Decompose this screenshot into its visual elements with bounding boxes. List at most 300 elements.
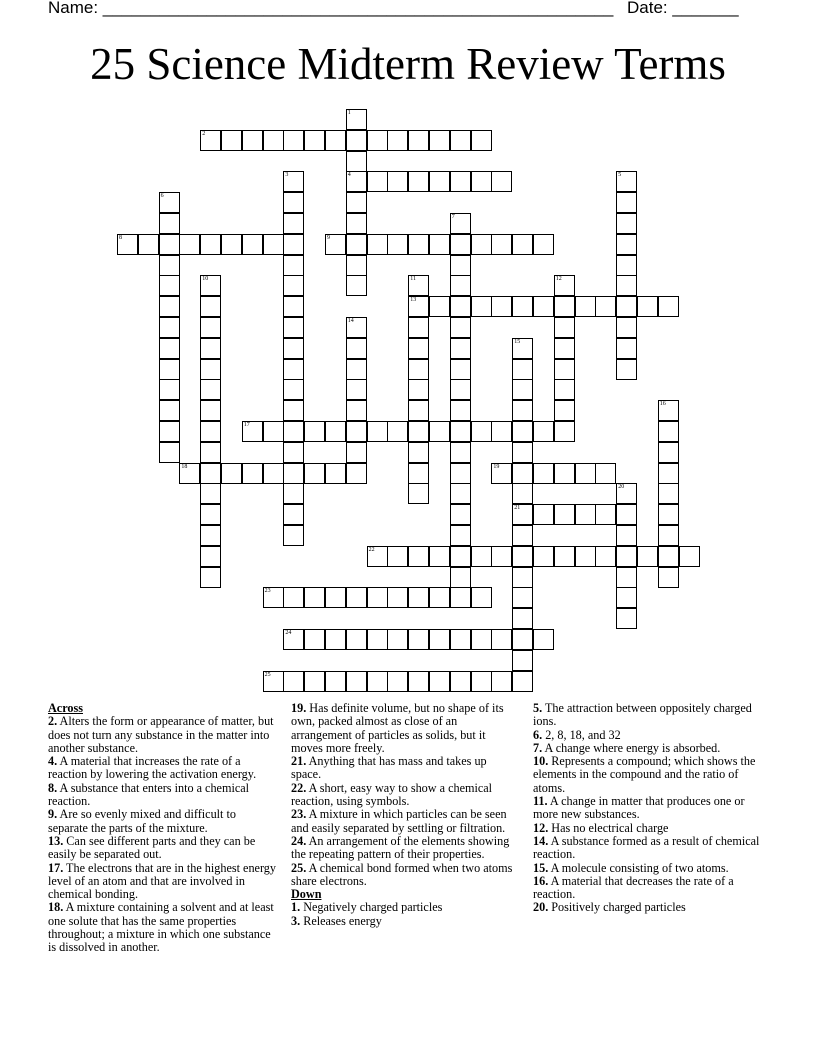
clue-down-16: 16. A material that decreases the rate of a reaction. [533, 873, 734, 902]
grid-cell[interactable] [450, 234, 471, 255]
grid-cell[interactable] [408, 400, 429, 421]
grid-cell[interactable] [616, 213, 637, 234]
grid-cell[interactable] [387, 421, 408, 442]
grid-cell[interactable] [325, 421, 346, 442]
grid-cell[interactable] [346, 587, 367, 608]
grid-cell[interactable] [387, 171, 408, 192]
grid-cell[interactable] [658, 421, 679, 442]
grid-cell[interactable] [471, 171, 492, 192]
grid-cell[interactable] [346, 171, 367, 192]
grid-cell[interactable] [658, 504, 679, 525]
grid-cell[interactable] [283, 442, 304, 463]
grid-cell[interactable] [283, 255, 304, 276]
grid-cell[interactable] [575, 463, 596, 484]
grid-cell[interactable] [408, 171, 429, 192]
grid-cell[interactable] [283, 338, 304, 359]
grid-cell[interactable] [346, 151, 367, 172]
grid-cell[interactable] [512, 400, 533, 421]
grid-cell[interactable] [408, 483, 429, 504]
grid-cell[interactable] [283, 421, 304, 442]
grid-cell[interactable] [512, 671, 533, 692]
clue-number: 7 [451, 214, 455, 220]
grid-cell[interactable] [658, 525, 679, 546]
grid-cell[interactable] [658, 483, 679, 504]
grid-cell[interactable] [658, 400, 679, 421]
grid-cell[interactable] [471, 130, 492, 151]
grid-cell[interactable] [325, 130, 346, 151]
grid-cell[interactable] [616, 483, 637, 504]
grid-cell[interactable] [512, 567, 533, 588]
grid-cell[interactable] [179, 234, 200, 255]
grid-cell[interactable] [304, 671, 325, 692]
clue-down-6: 6. 2, 8, 18, and 32 [533, 727, 621, 742]
grid-cell[interactable] [491, 546, 512, 567]
clue-number: 9 [327, 234, 330, 241]
clues-column-1 [48, 702, 278, 955]
grid-cell[interactable] [283, 400, 304, 421]
grid-cell[interactable] [179, 463, 200, 484]
grid-cell[interactable] [346, 379, 367, 400]
grid-cell[interactable] [533, 504, 554, 525]
grid-cell[interactable] [658, 463, 679, 484]
clue-across-2: 2. Alters the form or appearance of matter, but does not turn any substance in the matter into another substance. [48, 714, 274, 755]
grid-cell[interactable] [637, 546, 658, 567]
grid-cell[interactable] [450, 213, 471, 234]
grid-cell[interactable] [450, 421, 471, 442]
grid-cell[interactable] [658, 546, 679, 567]
grid-cell[interactable] [512, 379, 533, 400]
grid-cell[interactable] [450, 504, 471, 525]
grid-cell[interactable] [200, 317, 221, 338]
grid-cell[interactable] [554, 463, 575, 484]
grid-cell[interactable] [408, 587, 429, 608]
grid-cell[interactable] [408, 359, 429, 380]
grid-cell[interactable] [242, 463, 263, 484]
grid-cell[interactable] [616, 338, 637, 359]
grid-cell[interactable] [159, 400, 180, 421]
grid-cell[interactable] [346, 130, 367, 151]
grid-cell[interactable] [346, 463, 367, 484]
clue-number: 1 [347, 110, 351, 116]
grid-cell[interactable] [200, 275, 221, 296]
grid-cell[interactable] [159, 421, 180, 442]
grid-cell[interactable] [367, 171, 388, 192]
grid-cell[interactable] [429, 296, 450, 317]
grid-cell[interactable] [512, 587, 533, 608]
grid-cell[interactable] [387, 234, 408, 255]
clue-number: 19 [493, 463, 500, 470]
grid-cell[interactable] [595, 546, 616, 567]
grid-cell[interactable] [346, 109, 367, 130]
grid-cell[interactable] [304, 463, 325, 484]
grid-cell[interactable] [200, 130, 221, 151]
grid-cell[interactable] [408, 442, 429, 463]
clue-down-14: 14. A substance formed as a result of chemical reaction. [533, 833, 760, 862]
grid-cell[interactable] [450, 587, 471, 608]
grid-cell[interactable] [408, 130, 429, 151]
grid-cell[interactable] [283, 296, 304, 317]
grid-cell[interactable] [283, 359, 304, 380]
grid-cell[interactable] [200, 546, 221, 567]
grid-cell[interactable] [533, 234, 554, 255]
clue-number: 23 [264, 588, 271, 595]
grid-cell[interactable] [471, 546, 492, 567]
grid-cell[interactable] [159, 317, 180, 338]
grid-cell[interactable] [159, 255, 180, 276]
grid-cell[interactable] [304, 629, 325, 650]
grid-cell[interactable] [533, 546, 554, 567]
grid-cell[interactable] [512, 504, 533, 525]
grid-cell[interactable] [304, 587, 325, 608]
clue-down-3: 3. Releases energy [291, 913, 382, 928]
grid-cell[interactable] [512, 442, 533, 463]
grid-cell[interactable] [263, 234, 284, 255]
grid-cell[interactable] [512, 608, 533, 629]
grid-cell[interactable] [367, 421, 388, 442]
grid-cell[interactable] [200, 234, 221, 255]
grid-cell[interactable] [512, 338, 533, 359]
grid-cell[interactable] [159, 296, 180, 317]
grid-cell[interactable] [283, 275, 304, 296]
grid-cell[interactable] [491, 463, 512, 484]
clue-number: 16 [659, 401, 666, 408]
grid-cell[interactable] [408, 629, 429, 650]
clue-down-7: 7. A change where energy is absorbed. [533, 740, 721, 755]
grid-cell[interactable] [429, 130, 450, 151]
clue-number: 12 [555, 276, 562, 283]
clue-number: 13 [410, 297, 417, 304]
grid-cell[interactable] [159, 359, 180, 380]
grid-cell[interactable] [408, 421, 429, 442]
grid-cell[interactable] [616, 359, 637, 380]
grid-cell[interactable] [263, 463, 284, 484]
grid-cell[interactable] [554, 338, 575, 359]
grid-cell[interactable] [325, 671, 346, 692]
grid-cell[interactable] [263, 671, 284, 692]
grid-cell[interactable] [408, 338, 429, 359]
grid-cell[interactable] [429, 587, 450, 608]
grid-cell[interactable] [283, 629, 304, 650]
clue-across-23: 23. A mixture in which particles can be seen and easily separated by settling or filtration. [291, 807, 507, 835]
grid-cell[interactable] [221, 463, 242, 484]
grid-cell[interactable] [242, 130, 263, 151]
grid-cell[interactable] [616, 234, 637, 255]
grid-cell[interactable] [242, 234, 263, 255]
grid-cell[interactable] [429, 671, 450, 692]
grid-cell[interactable] [512, 546, 533, 567]
grid-cell[interactable] [283, 213, 304, 234]
grid-cell[interactable] [346, 255, 367, 276]
clue-across-25: 25. A chemical bond formed when two atoms share electrons. [291, 860, 513, 888]
grid-cell[interactable] [200, 400, 221, 421]
grid-cell[interactable] [200, 421, 221, 442]
grid-cell[interactable] [200, 296, 221, 317]
grid-cell[interactable] [263, 130, 284, 151]
grid-cell[interactable] [450, 400, 471, 421]
grid-cell[interactable] [450, 317, 471, 338]
grid-cell[interactable] [554, 317, 575, 338]
grid-cell[interactable] [159, 338, 180, 359]
grid-cell[interactable] [200, 442, 221, 463]
grid-cell[interactable] [346, 442, 367, 463]
clue-down-20: 20. Positively charged particles [533, 900, 686, 915]
grid-cell[interactable] [554, 359, 575, 380]
grid-cell[interactable] [554, 275, 575, 296]
grid-cell[interactable] [283, 504, 304, 525]
grid-cell[interactable] [408, 546, 429, 567]
grid-cell[interactable] [450, 442, 471, 463]
grid-cell[interactable] [554, 504, 575, 525]
grid-cell[interactable] [471, 671, 492, 692]
grid-cell[interactable] [408, 296, 429, 317]
grid-cell[interactable] [512, 359, 533, 380]
grid-cell[interactable] [367, 234, 388, 255]
clue-number: 21 [514, 505, 521, 512]
grid-cell[interactable] [491, 629, 512, 650]
grid-cell[interactable] [471, 587, 492, 608]
clue-across-8: 8. A substance that enters into a chemical reaction. [48, 780, 250, 809]
grid-cell[interactable] [471, 421, 492, 442]
grid-cell[interactable] [283, 463, 304, 484]
grid-cell[interactable] [533, 296, 554, 317]
grid-cell[interactable] [554, 546, 575, 567]
grid-cell[interactable] [616, 275, 637, 296]
grid-cell[interactable] [159, 379, 180, 400]
grid-cell[interactable] [595, 296, 616, 317]
grid-cell[interactable] [637, 296, 658, 317]
clue-number: 25 [264, 671, 271, 678]
grid-cell[interactable] [491, 671, 512, 692]
grid-cell[interactable] [408, 463, 429, 484]
grid-cell[interactable] [283, 317, 304, 338]
grid-cell[interactable] [616, 171, 637, 192]
grid-cell[interactable] [450, 255, 471, 276]
grid-cell[interactable] [616, 587, 637, 608]
grid-cell[interactable] [367, 587, 388, 608]
clue-number: 6 [160, 193, 164, 200]
grid-cell[interactable] [616, 567, 637, 588]
grid-cell[interactable] [283, 171, 304, 192]
grid-cell[interactable] [471, 296, 492, 317]
grid-cell[interactable] [471, 629, 492, 650]
grid-cell[interactable] [450, 275, 471, 296]
grid-cell[interactable] [491, 421, 512, 442]
grid-cell[interactable] [408, 671, 429, 692]
grid-cell[interactable] [263, 421, 284, 442]
grid-cell[interactable] [387, 130, 408, 151]
grid-cell[interactable] [554, 296, 575, 317]
grid-cell[interactable] [346, 400, 367, 421]
grid-cell[interactable] [512, 629, 533, 650]
grid-cell[interactable] [325, 587, 346, 608]
grid-cell[interactable] [283, 130, 304, 151]
grid-cell[interactable] [533, 463, 554, 484]
grid-cell[interactable] [283, 525, 304, 546]
grid-cell[interactable] [450, 338, 471, 359]
grid-cell[interactable] [512, 650, 533, 671]
grid-cell[interactable] [429, 421, 450, 442]
grid-cell[interactable] [283, 192, 304, 213]
grid-cell[interactable] [575, 504, 596, 525]
grid-cell[interactable] [512, 421, 533, 442]
grid-cell[interactable] [200, 359, 221, 380]
grid-cell[interactable] [200, 567, 221, 588]
grid-cell[interactable] [408, 234, 429, 255]
grid-cell[interactable] [283, 483, 304, 504]
grid-cell[interactable] [616, 525, 637, 546]
grid-cell[interactable] [450, 171, 471, 192]
grid-cell[interactable] [200, 338, 221, 359]
grid-cell[interactable] [367, 130, 388, 151]
grid-cell[interactable] [159, 234, 180, 255]
grid-cell[interactable] [429, 629, 450, 650]
grid-cell[interactable] [138, 234, 159, 255]
clue-across-24: 24. An arrangement of the elements showing the repeating pattern of their properties. [291, 833, 510, 862]
grid-cell[interactable] [221, 234, 242, 255]
grid-cell[interactable] [242, 421, 263, 442]
grid-cell[interactable] [346, 629, 367, 650]
grid-cell[interactable] [346, 359, 367, 380]
clue-number: 14 [347, 318, 354, 324]
grid-cell[interactable] [512, 234, 533, 255]
grid-cell[interactable] [346, 192, 367, 213]
grid-cell[interactable] [429, 546, 450, 567]
grid-cell[interactable] [325, 463, 346, 484]
grid-cell[interactable] [159, 192, 180, 213]
grid-cell[interactable] [450, 525, 471, 546]
grid-cell[interactable] [471, 234, 492, 255]
grid-cell[interactable] [283, 234, 304, 255]
grid-cell[interactable] [533, 629, 554, 650]
clue-across-17: 17. The electrons that are in the highest energy level of an atom and that are involved in chemical bonding. [48, 860, 276, 902]
grid-cell[interactable] [512, 296, 533, 317]
grid-cell[interactable] [450, 546, 471, 567]
grid-cell[interactable] [346, 234, 367, 255]
grid-cell[interactable] [304, 130, 325, 151]
grid-cell[interactable] [159, 275, 180, 296]
grid-cell[interactable] [616, 192, 637, 213]
clue-across-9: 9. Are so evenly mixed and difficult to separate the parts of the mixture. [48, 807, 236, 835]
clue-number: 2 [202, 130, 206, 137]
clue-down-5: 5. The attraction between oppositely charged ions. [533, 701, 752, 729]
grid-cell[interactable] [616, 504, 637, 525]
grid-cell[interactable] [346, 317, 367, 338]
grid-cell[interactable] [450, 567, 471, 588]
grid-cell[interactable] [554, 421, 575, 442]
grid-cell[interactable] [595, 463, 616, 484]
grid-cell[interactable] [658, 442, 679, 463]
clue-number: 15 [514, 338, 521, 345]
grid-cell[interactable] [512, 525, 533, 546]
grid-cell[interactable] [408, 317, 429, 338]
grid-cell[interactable] [429, 171, 450, 192]
grid-cell[interactable] [595, 504, 616, 525]
clue-number: 8 [119, 234, 122, 241]
grid-cell[interactable] [304, 421, 325, 442]
grid-cell[interactable] [200, 525, 221, 546]
grid-cell[interactable] [346, 213, 367, 234]
grid-cell[interactable] [200, 483, 221, 504]
grid-cell[interactable] [325, 234, 346, 255]
grid-cell[interactable] [554, 379, 575, 400]
grid-cell[interactable] [200, 463, 221, 484]
grid-cell[interactable] [450, 463, 471, 484]
grid-cell[interactable] [491, 171, 512, 192]
grid-cell[interactable] [491, 234, 512, 255]
grid-cell[interactable] [387, 587, 408, 608]
grid-cell[interactable] [387, 546, 408, 567]
clue-across-13: 13. Can see different parts and they can be easily be separated out. [48, 833, 256, 862]
grid-cell[interactable] [575, 546, 596, 567]
grid-cell[interactable] [200, 379, 221, 400]
grid-cell[interactable] [367, 629, 388, 650]
grid-cell[interactable] [450, 629, 471, 650]
grid-cell[interactable] [450, 130, 471, 151]
grid-cell[interactable] [283, 587, 304, 608]
clue-number: 22 [368, 546, 375, 553]
grid-cell[interactable] [200, 504, 221, 525]
clue-down-10: 10. Represents a compound; which shows the elements in the compound and the ratio of atoms. [533, 754, 756, 795]
grid-cell[interactable] [616, 255, 637, 276]
grid-cell[interactable] [346, 338, 367, 359]
grid-cell[interactable] [387, 671, 408, 692]
clue-number: 11 [410, 276, 416, 283]
grid-cell[interactable] [429, 234, 450, 255]
name-field: Name: ______________________________________________________ [48, 0, 614, 17]
grid-cell[interactable] [616, 608, 637, 629]
grid-cell[interactable] [679, 546, 700, 567]
grid-cell[interactable] [325, 629, 346, 650]
grid-cell[interactable] [512, 483, 533, 504]
grid-cell[interactable] [346, 671, 367, 692]
grid-cell[interactable] [450, 671, 471, 692]
grid-cell[interactable] [450, 379, 471, 400]
grid-cell[interactable] [346, 275, 367, 296]
grid-cell[interactable] [221, 130, 242, 151]
grid-cell[interactable] [408, 379, 429, 400]
clue-number: 5 [618, 172, 622, 179]
grid-cell[interactable] [159, 442, 180, 463]
grid-cell[interactable] [575, 296, 596, 317]
grid-cell[interactable] [450, 483, 471, 504]
grid-cell[interactable] [387, 629, 408, 650]
grid-cell[interactable] [346, 421, 367, 442]
grid-cell[interactable] [658, 296, 679, 317]
grid-cell[interactable] [554, 400, 575, 421]
grid-cell[interactable] [367, 671, 388, 692]
grid-cell[interactable] [367, 546, 388, 567]
grid-cell[interactable] [159, 213, 180, 234]
clue-down-15: 15. A molecule consisting of two atoms. [533, 860, 729, 875]
clue-across-21: 21. Anything that has mass and takes up space. [291, 754, 487, 782]
grid-cell[interactable] [408, 275, 429, 296]
clues-column-3 [533, 702, 761, 915]
grid-cell[interactable] [616, 546, 637, 567]
grid-cell[interactable] [283, 671, 304, 692]
grid-cell[interactable] [616, 317, 637, 338]
grid-cell[interactable] [512, 463, 533, 484]
grid-cell[interactable] [263, 587, 284, 608]
grid-cell[interactable] [117, 234, 138, 255]
grid-cell[interactable] [491, 296, 512, 317]
grid-cell[interactable] [616, 296, 637, 317]
grid-cell[interactable] [283, 379, 304, 400]
clue-across-19: 19. Has definite volume, but no shape of its own, packed almost as close of an arrangement of particles as solids, but it moves more freely. [291, 701, 504, 755]
grid-cell[interactable] [450, 359, 471, 380]
grid-cell[interactable] [658, 567, 679, 588]
grid-cell[interactable] [450, 296, 471, 317]
grid-cell[interactable] [533, 421, 554, 442]
